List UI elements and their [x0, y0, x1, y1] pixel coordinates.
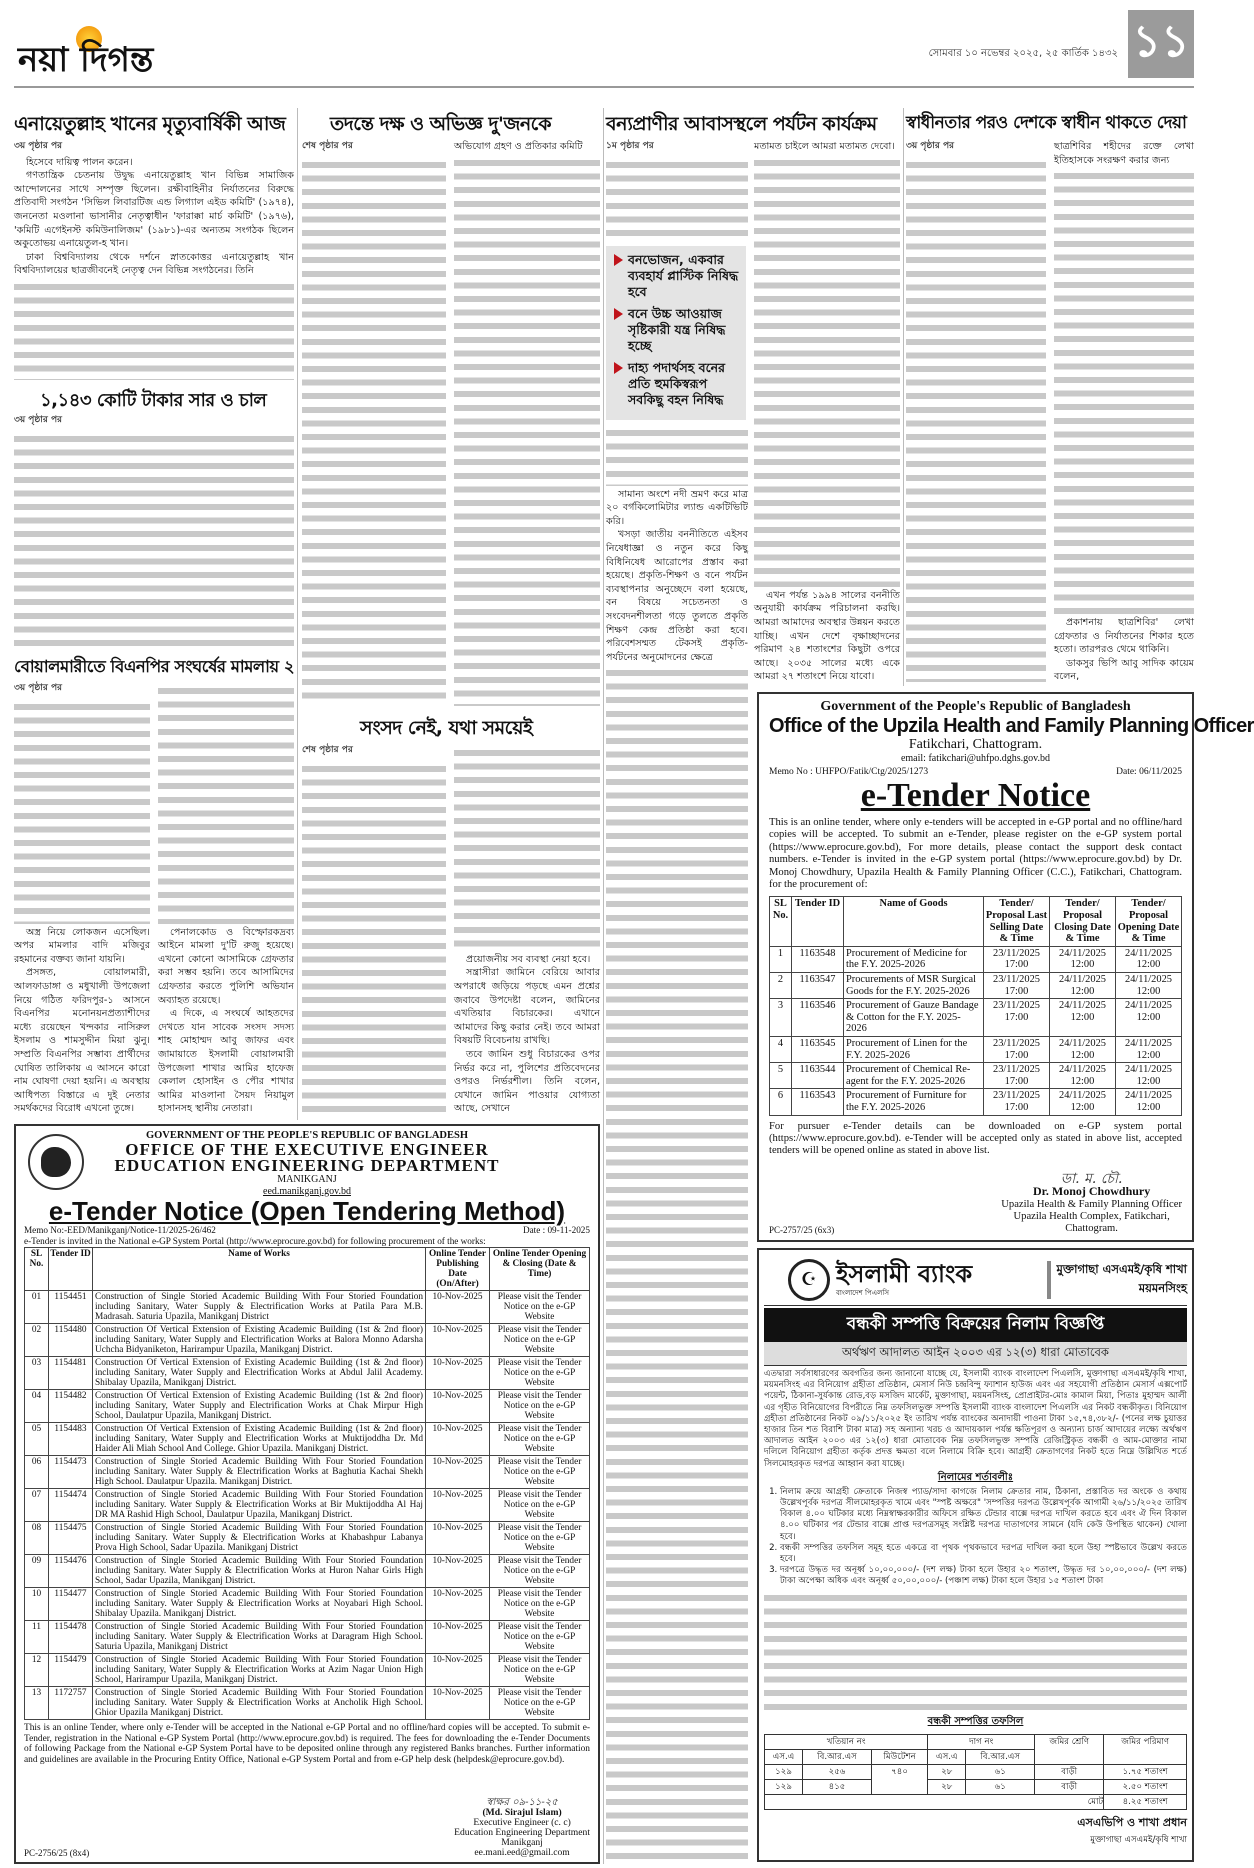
paragraph: প্রকাশনায় ছাত্রশিবির' লেখা গ্রেফতার ও নির্যাতনের শিকার হতে হতো। তারপরও থেমে থাকিনি।: [1054, 617, 1194, 656]
notice-office: Office of the Upzila Health and Family Planning Officer: [769, 715, 1254, 737]
page-number: ১১: [1128, 10, 1194, 78]
table-row: [25, 1357, 590, 1390]
headline-wildlife: বন্যপ্রাণীর আবাসস্থলে পর্যটন কার্যক্রম: [606, 113, 877, 135]
condition-item: 1. নিলাম ক্রয়ে আগ্রহী ক্রেতাকে নিজস্ব প্যাড/সাদা কাগজে নিলাম ক্রেতার নাম, ঠিকানা, প্রস্তাবিত দর অংকে ও কথায় উল্লেখপূর্বক দরপত্র সীলমোহরকৃত খামে এবং "স্পষ্ট অক্ষরে" 'সম্পত্তির দরপত্র উল্লেখপূর্বক আগামী ২৬/১১/২০২৫ তারিখ বিকাল ৪.০০ ঘটিকার মধ্যে নিম্নস্বাক্ষরকারীর অফিসে রক্ষিত টেন্ডার বাক্সে দরপত্র দাখিল করতে হবে এবং ঐ দিন বিকাল ৪.০০ ঘটিকার পর টেন্ডার বাক্সে প্রাপ্ত দরপত্রসমূহ সংশ্লিষ্ট দরপত্র দাতাগণের সামনে (যদি কেউ উপস্থিত থাকেন) খোলা হবে।: [780, 1487, 1187, 1543]
story-boalmari-col1: [14, 682, 150, 1116]
body-text-lines: [606, 158, 748, 240]
publish-date-cell: 10-Nov-2025: [426, 1522, 490, 1555]
table-row: [25, 1390, 590, 1423]
paragraph: ঢাকা বিশ্ববিদ্যালয় থেকে দর্শনে স্নাতকোত্তর এনায়েতুল্লাহ খান বিশ্ববিদ্যালয়ের ছাত্রজীবনেই নেতৃত্ব দেন বিভিন্ন সংগঠনের। তিনি: [14, 251, 294, 277]
paragraph: ছাত্রশিবির শহীদের রক্তে লেখা ইতিহাসকে সংরক্ষণ করার জন্য: [1054, 141, 1194, 166]
header-land-class: জমির শ্রেণি: [1035, 1734, 1104, 1764]
tender-id-cell: 1154474: [49, 1489, 93, 1522]
notice-title: e-Tender Notice (Open Tendering Method): [48, 1196, 566, 1226]
tender-id-cell: 1154482: [49, 1390, 93, 1423]
sl-cell: 13: [25, 1687, 49, 1720]
jump-line: ৩য় পৃষ্ঠার পর: [906, 141, 955, 151]
signer-line: Manikganj: [501, 1837, 543, 1848]
subheader: এস.এ: [928, 1749, 966, 1764]
bank-name: ইসলামী ব্যাংক: [836, 1259, 973, 1288]
cell: ২৫৬: [803, 1764, 872, 1779]
sl-cell: 2: [770, 973, 792, 999]
publish-date-cell: 10-Nov-2025: [426, 1324, 490, 1357]
paragraph: হিসেবে দায়িত্ব পালন করেন।: [26, 156, 133, 168]
body-text-lines: [606, 666, 748, 1862]
cell: ৬১: [966, 1779, 1035, 1794]
works-cell: Construction of Single Storied Academic Building With Four Storied Foundation including Sanitary. Water Supply & Electrification Works at Baghutia Kachai Shekh High School. Daulatpur Upazila. Manikganj District.: [93, 1456, 426, 1489]
goods-cell: Procurement of Chemical Re-agent for the F.Y. 2025-2026: [844, 1063, 984, 1089]
jump-line: শেষ পৃষ্ঠার পর: [302, 745, 353, 755]
publish-date-cell: 10-Nov-2025: [426, 1621, 490, 1654]
tender-id-cell: 1154478: [49, 1621, 93, 1654]
publish-date-cell: 10-Nov-2025: [426, 1456, 490, 1489]
visit-cell: Please visit the Tender Notice on the e-GP Website: [490, 1687, 590, 1720]
notice-title: e-Tender Notice: [860, 777, 1091, 814]
sl-cell: 11: [25, 1621, 49, 1654]
goods-cell: Procurements of MSR Surgical Goods for the F.Y. 2025-2026: [844, 973, 984, 999]
table-row: [25, 1291, 590, 1324]
visit-cell: Please visit the Tender Notice on the e-GP Website: [490, 1588, 590, 1621]
column-header: Tender ID: [792, 897, 844, 946]
sl-cell: 02: [25, 1324, 49, 1357]
subheader: মিউটেশন: [871, 1749, 927, 1764]
body-text-lines: [14, 280, 294, 380]
publish-date-cell: 10-Nov-2025: [426, 1687, 490, 1720]
story-investigation-col2: [454, 140, 600, 708]
jump-line: ৩য় পৃষ্ঠার পর: [14, 141, 63, 151]
bank-auction-notice: [757, 1248, 1194, 1862]
body-text-lines: [606, 426, 748, 486]
paragraph: প্রয়োজনীয় সব ব্যবস্থা নেয়া হবে।: [466, 953, 591, 965]
opening-date-cell: 24/11/2025 12:00: [1116, 999, 1182, 1037]
cell: ১.৭৫ শতাংশ: [1104, 1764, 1187, 1779]
sl-cell: 5: [770, 1063, 792, 1089]
signer-email: ee.mani.eed@gmail.com: [474, 1847, 570, 1858]
tender-id-cell: 1163543: [792, 1089, 844, 1115]
table-row: [765, 1779, 1187, 1794]
signer-branch: মুক্তাগাছা এসএমই/কৃষি শাখা: [1090, 1834, 1187, 1845]
story-parliament-col2: [454, 744, 600, 1116]
publish-date-cell: 10-Nov-2025: [426, 1489, 490, 1522]
tender-id-cell: 1154483: [49, 1423, 93, 1456]
column-header: Online Tender Publishing Date (On/After): [426, 1248, 490, 1291]
column-header: Name of Works: [93, 1248, 426, 1291]
paragraph: ডাকসুর ভিপি আবু সাদিক কায়েম বলেন,: [1054, 657, 1194, 683]
body-text-lines: [906, 158, 1046, 682]
paragraph: সামান্য অংশে নদী ভ্রমণ করে মাত্র ২০ বর্গকিলোমিটার ল্যান্ড একটিভিটি করি।: [606, 488, 748, 527]
branch-name: মুক্তাগাছা এসএমই/কৃষি শাখা: [1056, 1261, 1187, 1276]
table-row: [770, 973, 1182, 999]
memo-number: Memo No : UHFPO/Fatik/Ctg/2025/1273: [769, 767, 929, 777]
works-cell: Construction of Single Storied Academic Building With Four Storied Foundation including Sanitary. Water Supply & Electrification Works at Khabashpur Labanya Prova High School, Sadar Upazila. Manikganj District: [93, 1522, 426, 1555]
body-text-lines: [14, 432, 294, 648]
works-cell: Construction Of Vertical Extension of Existing Academic Building (1st & 2nd floor) including Sanitary, Water Supply and Electrification Works at Abdul Jalil Academy. Shibalay Upazila, Manikganj District.: [93, 1357, 426, 1390]
bank-subtitle: বাংলাদেশ পিএলসি: [836, 1288, 889, 1297]
sl-cell: 1: [770, 946, 792, 972]
cell: ২৮: [928, 1764, 966, 1779]
column-divider: [297, 108, 298, 1120]
selling-date-cell: 23/11/2025 17:00: [984, 1089, 1050, 1115]
highlight-item: দাহ্য পদার্থসহ বনের প্রতি হুমকিস্বরূপ সবকিছু বহন নিষিদ্ধ: [612, 360, 740, 408]
tender-id-cell: 1154480: [49, 1324, 93, 1357]
highlight-item: বনে উচ্চ আওয়াজ সৃষ্টিকারী যন্ত্র নিষিদ্ধ হচ্ছে: [612, 306, 740, 354]
visit-cell: Please visit the Tender Notice on the e-GP Website: [490, 1489, 590, 1522]
table-row: [770, 999, 1182, 1037]
headline-boalmari: বোয়ালমারীতে বিএনপির সংঘর্ষের মামলায় ২: [14, 657, 295, 676]
sl-cell: 01: [25, 1291, 49, 1324]
auction-intro: এতদ্বারা সর্বসাধারণের অবগতির জন্য জানানো যাচ্ছে যে, ইসলামী ব্যাংক বাংলাদেশ পিএলসি, মুক্তাগাছা এসএমই/কৃষি শাখা, ময়মনসিংহ এর বিনিয়োগ গ্রহীতা প্রতিষ্ঠান, মেসার্স নিউ চন্দ্রবিন্দু ফ্যাশান হাউজ এবং এর সহযোগী প্রতিষ্ঠান মেসার্স এক্সপোর্ট পয়েন্ট, ঠিকানা-সুর্যকান্ত রোড,বড় মসজিদ মার্কেট, মুক্তাগাছা, ময়মনসিংহ, প্রোপ্রাইটর-মোঃ কামাল মিয়া, পিতাঃ মুহাম্মদ আলী এর গৃহীত বিনিয়োগের বিপরীতে নিম্ন তফসিলভুক্ত সম্পত্তি ইসলামী ব্যাংক বাংলাদেশ পিএলসি এর নিকট বন্ধকীকৃত। বিনিয়োগ গ্রহীতা প্রতিষ্ঠানের নিকট ০৯/১১/২০২৫ ইং তারিখ পর্যন্ত ব্যাংকের অনাদায়ী পাওনা টাকা ১৫,৭৪,৩৮২/- (পনের লক্ষ চুয়াত্তর হাজার তিন শত বিরাশি টাকা মাত্র) সহ অন্যান্য খরচ ও আদায়কাল পর্যন্ত ক্ষতিপূরণ ও অন্যান্য চার্জ আদায়ের লক্ষ্যে অর্থঋণ আদালত আইন ২০০৩ এর ১২(৩) ধারা মোতাবেক নিম্ন তফসিলভুক্ত সম্পত্তি রেজিস্ট্রিকৃত বন্ধকী ও আম-মোক্তার নামা দলিলে বিনিয়োগ গ্রহীতা কর্তৃক প্রদত্ত ক্ষমতা বলে নিলামে বিক্রি হবে। আগ্রহী ক্রেতাগণের নিকট হতে নিম্নে উল্লিখিত শর্তে সিলমোহরকৃত দরপত্র আহ্বান করা যাচ্ছে।: [764, 1369, 1187, 1469]
story-enayetullah-body: [14, 140, 294, 382]
paragraph: অস্ত্র নিয়ে লোকজন এসেছিল। অপর মামলার বাদি মজিবুর রহমানের বক্তব্য জানা যায়নি।: [14, 926, 150, 965]
works-cell: Construction Of Vertical Extension of Existing Academic Building (1st & 2nd floor) including Sanitary, Water Supply and Electrification Works at Chak Mirpur High School, Daulatpur Upazila, Manikganj District.: [93, 1390, 426, 1423]
closing-date-cell: 24/11/2025 12:00: [1050, 999, 1116, 1037]
selling-date-cell: 23/11/2025 17:00: [984, 973, 1050, 999]
notice-intro: e-Tender is invited in the National e-GP System Portal (http://www.eprocure.gov.bd) for following procurement of the works:: [24, 1236, 486, 1246]
notice-footer: For pursuer e-Tender details can be downloaded on e-GP system portal (https://www.eprocure.gov.bd). e-Tender will be accepted only as stated in above list, accepted tenders will be opened online as stated in above list.: [769, 1120, 1182, 1157]
notice-place: MANIKGANJ: [277, 1174, 337, 1185]
signature-mark: স্বাক্ষর ০৯-১১-২৫: [486, 1797, 558, 1808]
header-dag: দাগ নং: [928, 1734, 1035, 1749]
signer-title: এসএভিপি ও শাখা প্রধান: [1077, 1815, 1187, 1829]
sl-cell: 03: [25, 1357, 49, 1390]
body-text-lines: [454, 746, 600, 951]
bank-logo-icon: ☪: [788, 1259, 830, 1301]
header-khatian: খতিয়ান নং: [765, 1734, 928, 1749]
closing-date-cell: 24/11/2025 12:00: [1050, 973, 1116, 999]
paragraph: গণতান্ত্রিক চেতনায় উদ্বুদ্ধ এনায়েতুল্লাহ খান বিভিন্ন সামাজিক আন্দোলনের সাথে সম্পৃক্ত ছিলেন। রক্ষীবাহিনীর নির্যাতনের বিরুদ্ধে প্রতিবাদী সংগঠন 'সিভিল লিবারটিজ এন্ড লিগ্যাল এইড কমিটি' (১৯৭৪), জননেতা মওলানা ভাসানীর নেতৃত্বাধীন 'ফারাক্কা মার্চ কমিটি' (১৯৭৬), 'কমিটি এগেইনস্ট কমিউনালিজম' (১৯৮১)-এর অন্যতম সংগঠক ছিলেন অকুতোভয় এনায়েতুল-হ খান।: [14, 170, 294, 250]
notice-office-1: OFFICE OF THE EXECUTIVE ENGINEER: [125, 1140, 489, 1159]
highlight-item: বনভোজন, একবার ব্যবহার্য প্লাস্টিক নিষিদ্ধ হবে: [612, 252, 740, 300]
tender-id-cell: 1154451: [49, 1291, 93, 1324]
tender-id-cell: 1154481: [49, 1357, 93, 1390]
signature-block: [1001, 1173, 1182, 1235]
sl-cell: 08: [25, 1522, 49, 1555]
edu-tender-notice: [14, 1124, 600, 1864]
branch-city: ময়মনসিংহ: [1138, 1280, 1187, 1295]
works-cell: Construction of Single Storied Academic Building With Four Storied Foundation including Sanitary. Water Supply & Electrification Works at Huron Nahar Girls High School, Sadar Upazila, Manikganj District.: [93, 1555, 426, 1588]
condition-item: 3. দরপত্রে উদ্ধৃত দর অনূর্ধ্ব ১০,০০,০০০/- (দশ লক্ষ) টাকা হলে উহার ২০ শতাংশ, উদ্ধৃত দর ১০,০০,০০০/- (দশ লক্ষ) টাকা অপেক্ষা অধিক এবং অনূর্ধ্ব ৫০,০০,০০০/- (পঞ্চাশ লক্ষ) টাকা হলে উহার ১৫ শতাংশ টাকা: [780, 1565, 1187, 1587]
total-value: ৪.২৫ শতাংশ: [1104, 1794, 1187, 1809]
table-total-row: [765, 1794, 1187, 1809]
notice-date: Date: 06/11/2025: [1116, 767, 1182, 777]
visit-cell: Please visit the Tender Notice on the e-GP Website: [490, 1654, 590, 1687]
paragraph: অভিযোগ গ্রহণ ও প্রতিকার কমিটি: [454, 141, 583, 152]
column-header: Tender/ Proposal Closing Date & Time: [1050, 897, 1116, 946]
masthead-divider: [14, 86, 1194, 88]
column-header: Tender/ Proposal Opening Date & Time: [1116, 897, 1182, 946]
cell: বাড়ী: [1035, 1779, 1104, 1794]
conditions-title: নিলামের শর্তাবলীঃ: [937, 1471, 1014, 1483]
headline-parliament: সংসদ নেই, যথা সময়েই: [360, 717, 533, 739]
signer-line: Executive Engineer (c. c): [473, 1817, 571, 1828]
story-investigation-col1: [302, 140, 446, 708]
table-row: [770, 1036, 1182, 1062]
jump-line: ৩য় পৃষ্ঠার পর: [14, 683, 63, 693]
notice-intro: This is an online tender, where only e-tenders will be accepted in e-GP portal and no offline/hard copies will be accepted. To submit an e-Tender, please register on the e-GP system portal (https://www.eprocure.gov.bd), For more details, please contact the support desk contact numbers. e-Tender is invited in the e-GP system portal (https://www.eprocure.gov.bd) by Dr. Monoj Chowdhury, Upazila Health & Family Planning Officer (C.C.), Fatikchari, Chattogram. for the procurement of:: [769, 817, 1182, 891]
selling-date-cell: 23/11/2025 17:00: [984, 946, 1050, 972]
health-tender-notice: [757, 692, 1254, 1242]
publish-date-cell: 10-Nov-2025: [426, 1291, 490, 1324]
total-label: মোট: [765, 1794, 1104, 1809]
story-independence-col1: [906, 140, 1046, 684]
memo-number: Memo No:-EED/Manikganj/Notice-11/2025-26/462: [24, 1225, 216, 1235]
table-row: [25, 1522, 590, 1555]
paragraph: খসড়া জাতীয় বননীতিতে এইসব নিষেধাজ্ঞা ও নতুন করে কিছু বিধিনিষেধ আরোপের প্রস্তাব করা হয়েছে। প্রকৃতি-শিক্ষণ ও বনে পর্যটন ব্যবস্থাপনার অনুচ্ছেদে বলা হয়েছে, বন বিষয়ে সচেতনতা ও সংবেদনশীলতা গড়ে তুলতে প্রকৃতি শিক্ষণ কেন্দ্র প্রতিষ্ঠা করা হবে। পরিবেশসম্মত টেকসই প্রকৃতি-পর্যটনের অনুমোদনের ক্ষেত্রে: [606, 529, 748, 663]
signer-name: Dr. Monoj Chowdhury: [1033, 1184, 1151, 1198]
closing-date-cell: 24/11/2025 12:00: [1050, 1036, 1116, 1062]
signer-name: (Md. Sirajul Islam): [482, 1807, 562, 1818]
closing-date-cell: 24/11/2025 12:00: [1050, 1089, 1116, 1115]
paragraph: এখন পর্যন্ত ১৯৯৪ সালের বননীতি অনুযায়ী কার্যক্রম পরিচালনা করছি। আমরা আমাদের অবস্থার উন্নয়ন করতে যাচ্ছি। এখন দেশে বৃক্ষাচ্ছাদনের পরিমাণ ২৪ শতাংশের কিছুটা ওপরে আছে। ২০৩৫ সালের মধ্যে একে আমরা ২৭ শতাংশে নিয়ে যাবো।: [754, 589, 900, 683]
headline-investigation: তদন্তে দক্ষ ও অভিজ্ঞ দু'জনকে: [330, 113, 552, 135]
table-row: [25, 1423, 590, 1456]
body-text-lines: [1054, 169, 1194, 614]
opening-date-cell: 24/11/2025 12:00: [1116, 973, 1182, 999]
works-cell: Construction of Single Storied Academic Building With Four Storied Foundation including Sanitary. Water Supply & Electrification Works at Bir Muktijoddha Al Haj DR MA Rashid High School, Daulatpur Upazila, Manikganj District.: [93, 1489, 426, 1522]
subheader: এস.এ: [765, 1749, 803, 1764]
story-fertilizer-body: [14, 414, 294, 650]
sl-cell: 3: [770, 999, 792, 1037]
visit-cell: Please visit the Tender Notice on the e-GP Website: [490, 1291, 590, 1324]
paragraph: এ দিকে, এ সংঘর্ষে আহতদের দেখতে যান সাবেক সংসদ সদস্য শাহ মোহাম্মদ আবু জাফর এবং জামায়াতে ইসলামী বোয়ালমারী উপজেলা শাখার আমির হাফেজ কেলাল হোসাইন ও পৌর শাখার আমির মাওলানা সৈয়দ নিয়ামুল হাসানসহ স্থানীয় নেতারা।: [158, 1008, 294, 1115]
works-cell: Construction of Single Storied Academic Building With Four Storied Foundation including Sanitary. Water Supply & Electrification Works at Ancholik High School. Ghior Upazila Manikganj District.: [93, 1687, 426, 1720]
notice-gov: GOVERNMENT OF THE PEOPLE'S REPUBLIC OF BANGLADESH: [145, 1130, 469, 1141]
cell: ৬১: [966, 1764, 1035, 1779]
publish-date-cell: 10-Nov-2025: [426, 1357, 490, 1390]
government-seal-icon: [28, 1134, 84, 1190]
tender-id-cell: 1163544: [792, 1063, 844, 1089]
notice-footer: This is an online Tender, where only e-Tender will be accepted in the National e-GP Portal and no offline/hard copies will be accepted. To submit e-Tender, registration in the National e-GP System Portal (http://www.eprocure.gov.bd) is required. The fees for downloading the e-Tender Documents of following Package from the National e-GP System Portal have to be deposited online through any registered Banks branches. Further information and guidelines are available in the Procuring Entity Office, National e-GP System Portal and from e-GP help desk (helpdesk@eprocure.gov.bd).: [24, 1723, 590, 1765]
signer-place: Chattogram.: [1065, 1223, 1118, 1234]
table-row: [25, 1621, 590, 1654]
jump-line: ৩য় পৃষ্ঠার পর: [14, 415, 63, 425]
selling-date-cell: 23/11/2025 17:00: [984, 999, 1050, 1037]
signer-title: Upazila Health & Family Planning Officer: [1001, 1199, 1182, 1210]
signature-mark: ডা. ম. চৌ.: [1060, 1171, 1123, 1187]
works-cell: Construction of Single Storied Academic Building With Four Storied Foundation including Sanitary, Water Supply & Electrification Works at Patila Para M.B. Madrasah. Saturia Upazila, Manikganj District: [93, 1291, 426, 1324]
cell: ১২৯: [765, 1764, 803, 1779]
sl-cell: 06: [25, 1456, 49, 1489]
cell: ২৮: [928, 1779, 966, 1794]
notice-website[interactable]: eed.manikganj.gov.bd: [263, 1185, 351, 1197]
table-row: [25, 1654, 590, 1687]
issue-date: সোমবার ১০ নভেম্বর ২০২৫, ২৫ কার্তিক ১৪৩২: [928, 48, 1118, 59]
sl-cell: 09: [25, 1555, 49, 1588]
column-header: SL No.: [770, 897, 792, 946]
story-wildlife-col2: [754, 140, 900, 684]
health-tender-table: [769, 896, 1182, 1115]
sl-cell: 10: [25, 1588, 49, 1621]
sl-cell: 6: [770, 1089, 792, 1115]
story-boalmari-col2: [158, 682, 294, 1116]
table-row: [765, 1764, 1187, 1779]
selling-date-cell: 23/11/2025 17:00: [984, 1036, 1050, 1062]
body-text-lines: [764, 1591, 1187, 1711]
table-row: [25, 1489, 590, 1522]
publish-date-cell: 10-Nov-2025: [426, 1555, 490, 1588]
opening-date-cell: 24/11/2025 12:00: [1116, 1089, 1182, 1115]
goods-cell: Procurement of Gauze Bandage & Cotton for the F.Y. 2025-2026: [844, 999, 984, 1037]
sl-cell: 12: [25, 1654, 49, 1687]
works-cell: Construction Of Vertical Extension of Existing Academic Building (1st & 2nd floor) including Sanitary, Water Supply and Electrification Works at Balora Monno Adarsha Uchcha Bidyaniketon, Harirampur Upazila, Manikganj District.: [93, 1324, 426, 1357]
visit-cell: Please visit the Tender Notice on the e-GP Website: [490, 1324, 590, 1357]
visit-cell: Please visit the Tender Notice on the e-GP Website: [490, 1456, 590, 1489]
tender-id-cell: 1163547: [792, 973, 844, 999]
header-land-amount: জমির পরিমাণ: [1104, 1734, 1187, 1764]
jump-line: শেষ পৃষ্ঠার পর: [302, 141, 353, 151]
sl-cell: 05: [25, 1423, 49, 1456]
signer-line: Education Engineering Department: [454, 1827, 590, 1838]
body-text-lines: [454, 156, 600, 706]
body-text-lines: [302, 158, 446, 706]
law-reference: অর্থঋণ আদালত আইন ২০০৩ এর ১২(৩) ধারা মোতাবেক: [764, 1342, 1187, 1366]
column-divider: [903, 108, 904, 686]
pc-code: PC-2757/25 (6x3): [769, 1225, 835, 1235]
paragraph: তবে জামিন শুধু বিচারকের ওপর নির্ভর করে না, পুলিশের প্রতিবেদনের ওপরও নির্ভরশীল। তিনি বলেন, যেখানে জামিন পাওয়ার যোগ্যতা আছে, সেখানে: [454, 1049, 600, 1115]
table-row: [25, 1555, 590, 1588]
column-divider: [603, 108, 604, 1864]
cell: ১২৯: [765, 1779, 803, 1794]
newspaper-logo: [18, 26, 158, 80]
table-row: [25, 1324, 590, 1357]
notice-gov: Government of the People's Republic of Bangladesh: [820, 699, 1131, 714]
conditions-list: [764, 1487, 1187, 1588]
story-independence-col2: [1054, 140, 1194, 684]
cell: ৭৪০: [871, 1764, 927, 1794]
tender-id-cell: 1172757: [49, 1687, 93, 1720]
paragraph: মতামত চাইলে আমরা মতামত দেবো।: [754, 141, 895, 152]
pc-code: PC-2756/25 (8x4): [24, 1848, 90, 1858]
publish-date-cell: 10-Nov-2025: [426, 1654, 490, 1687]
headline-independence: স্বাধীনতার পরও দেশকে স্বাধীন থাকতে দেয়া: [906, 113, 1187, 133]
story-parliament-col1: [302, 744, 446, 1116]
story-wildlife-col1: [606, 140, 748, 1864]
highlight-box: [606, 246, 746, 420]
opening-date-cell: 24/11/2025 12:00: [1116, 946, 1182, 972]
works-cell: Construction of Single Storied Academic Building With Four Storied Foundation including Sanitary. Water Supply & Electrification Works at Noyabari High School. Shibalay Upazila. Manikganj District.: [93, 1588, 426, 1621]
tender-id-cell: 1163546: [792, 999, 844, 1037]
column-header: Online Tender Opening & Closing (Date & Time): [490, 1248, 590, 1291]
logo-text: নয়া দিগন্ত: [18, 40, 154, 80]
column-header: Tender/ Proposal Last Selling Date & Time: [984, 897, 1050, 946]
works-cell: Construction of Single Storied Academic Building With Four Storied Foundation including Sanitary, Water Supply & Electrification Works at Azim Nagar Union High School, Harirampur Upazila, Manikganj District.: [93, 1654, 426, 1687]
works-cell: Construction of Single Storied Academic Building With Four Storied Foundation including Sanitary. Water Supply & Electrification Works at Daragram High School. Saturia Upazila, Manikganj District: [93, 1621, 426, 1654]
edu-tender-table: [24, 1247, 590, 1720]
body-text-lines: [14, 700, 150, 924]
table-row: [770, 1089, 1182, 1115]
tender-id-cell: 1154477: [49, 1588, 93, 1621]
jump-line: ১ম পৃষ্ঠার পর: [606, 141, 654, 151]
auction-banner: বন্ধকী সম্পত্তি বিক্রয়ের নিলাম বিজ্ঞপ্তি: [764, 1308, 1187, 1342]
notice-email: email: fatikchari@uhfpo.dghs.gov.bd: [900, 753, 1051, 764]
body-text-lines: [158, 684, 294, 924]
table-row: [25, 1588, 590, 1621]
tender-id-cell: 1163545: [792, 1036, 844, 1062]
tender-id-cell: 1154475: [49, 1522, 93, 1555]
sl-cell: 4: [770, 1036, 792, 1062]
column-header: Name of Goods: [844, 897, 984, 946]
column-header: Tender ID: [49, 1248, 93, 1291]
column-header: SL No.: [25, 1248, 49, 1291]
sl-cell: 07: [25, 1489, 49, 1522]
paragraph: প্রসঙ্গত, বোয়ালমারী, আলফাডাঙ্গা ও মধুখালী উপজেলা নিয়ে গঠিত ফরিদপুর-১ আসনে বিএনপির মনোনয়নপ্রত্যাশীদের মধ্যে রয়েছেন খন্দকার নাসিরুল ইসলাম ও শামসুদ্দীন মিয়া ঝুনু। সম্প্রতি বিএনপির সম্ভাব্য প্রার্থীদের ঘোষিত তালিকায় এ আসনে কারো নাম ঘোষণা দেয়া হয়নি। এ অবস্থায় আধিপত্য বিস্তারে এ দুই নেতার সমর্থকদের বিরোধ এখনো তুঙ্গে।: [14, 967, 150, 1115]
tender-id-cell: 1154479: [49, 1654, 93, 1687]
body-text-lines: [754, 156, 900, 587]
publish-date-cell: 10-Nov-2025: [426, 1390, 490, 1423]
notice-place: Fatikchari, Chattogram.: [908, 737, 1043, 752]
cell: বাড়ী: [1035, 1764, 1104, 1779]
table-row: [770, 946, 1182, 972]
goods-cell: Procurement of Furniture for the F.Y. 2025-2026: [844, 1089, 984, 1115]
cell: ৪১৫: [803, 1779, 872, 1794]
closing-date-cell: 24/11/2025 12:00: [1050, 946, 1116, 972]
cell: ২.৫০ শতাংশ: [1104, 1779, 1187, 1794]
subheader: বি.আর.এস: [803, 1749, 872, 1764]
publish-date-cell: 10-Nov-2025: [426, 1588, 490, 1621]
works-cell: Construction Of Vertical Extension of Existing Academic Building (1st & 2nd floor) including Sanitary, Water Supply and Electrification Works at Muktijoddha Dr. Md Haider Ali Miah School And College. Ghior Upazila. Manikganj District.: [93, 1423, 426, 1456]
goods-cell: Procurement of Linen for the F.Y. 2025-2026: [844, 1036, 984, 1062]
opening-date-cell: 24/11/2025 12:00: [1116, 1063, 1182, 1089]
opening-date-cell: 24/11/2025 12:00: [1116, 1036, 1182, 1062]
condition-item: 2. বন্ধকী সম্পত্তির তফসিল সমূহ হতে একত্রে বা পৃথক পৃথকভাবে দরপত্র দাখিল করা হলে উহা স্পষ্টভাবে উল্লেখ করতে হবে।: [780, 1543, 1187, 1565]
tender-id-cell: 1154473: [49, 1456, 93, 1489]
goods-cell: Procurement of Medicine for the F.Y. 2025-2026: [844, 946, 984, 972]
schedule-title: বন্ধকী সম্পত্তির তফসিল: [927, 1715, 1024, 1727]
visit-cell: Please visit the Tender Notice on the e-GP Website: [490, 1357, 590, 1390]
signer-office: Upazila Health Complex, Fatikchari,: [1013, 1211, 1170, 1222]
visit-cell: Please visit the Tender Notice on the e-GP Website: [490, 1522, 590, 1555]
visit-cell: Please visit the Tender Notice on the e-GP Website: [490, 1621, 590, 1654]
selling-date-cell: 23/11/2025 17:00: [984, 1063, 1050, 1089]
headline-enayetullah: এনায়েতুল্লাহ খানের মৃত্যুবার্ষিকী আজ: [14, 113, 286, 135]
closing-date-cell: 24/11/2025 12:00: [1050, 1063, 1116, 1089]
property-schedule-table: [764, 1734, 1187, 1810]
notice-office-2: EDUCATION ENGINEERING DEPARTMENT: [114, 1156, 500, 1175]
paragraph: পেনালকোড ও বিস্ফোরকদ্রব্য আইনে মামলা দু'টি রুজু হয়েছে। এখনো কোনো আসামিকে গ্রেফতার করা সম্ভব হয়নি। তবে আসামিদের গ্রেফতার করতে পুলিশি অভিযান অব্যাহত রয়েছে।: [158, 926, 294, 1006]
subheader: বি.আর.এস: [966, 1749, 1035, 1764]
table-row: [25, 1687, 590, 1720]
body-text-lines: [302, 762, 446, 1114]
visit-cell: Please visit the Tender Notice on the e-GP Website: [490, 1423, 590, 1456]
table-row: [770, 1063, 1182, 1089]
headline-fertilizer: ১,১৪৩ কোটি টাকার সার ও চাল: [40, 390, 267, 411]
signature-block: [454, 1797, 590, 1858]
paragraph: সন্ত্রাসীরা জামিনে বেরিয়ে আবার অপরাধে জড়িয়ে পড়ছে এমন প্রশ্নের জবাবে উপদেষ্টা বলেন, জামিনের এখতিয়ার বিচারকের। এখানে আমাদের কিছু করার নেই। তবে আমরা বিষয়টি বিবেচনায় রাখছি।: [454, 967, 600, 1047]
visit-cell: Please visit the Tender Notice on the e-GP Website: [490, 1555, 590, 1588]
tender-id-cell: 1154476: [49, 1555, 93, 1588]
sl-cell: 04: [25, 1390, 49, 1423]
table-row: [25, 1456, 590, 1489]
visit-cell: Please visit the Tender Notice on the e-GP Website: [490, 1390, 590, 1423]
notice-date: Date : 09-11-2025: [522, 1225, 590, 1235]
publish-date-cell: 10-Nov-2025: [426, 1423, 490, 1456]
tender-id-cell: 1163548: [792, 946, 844, 972]
